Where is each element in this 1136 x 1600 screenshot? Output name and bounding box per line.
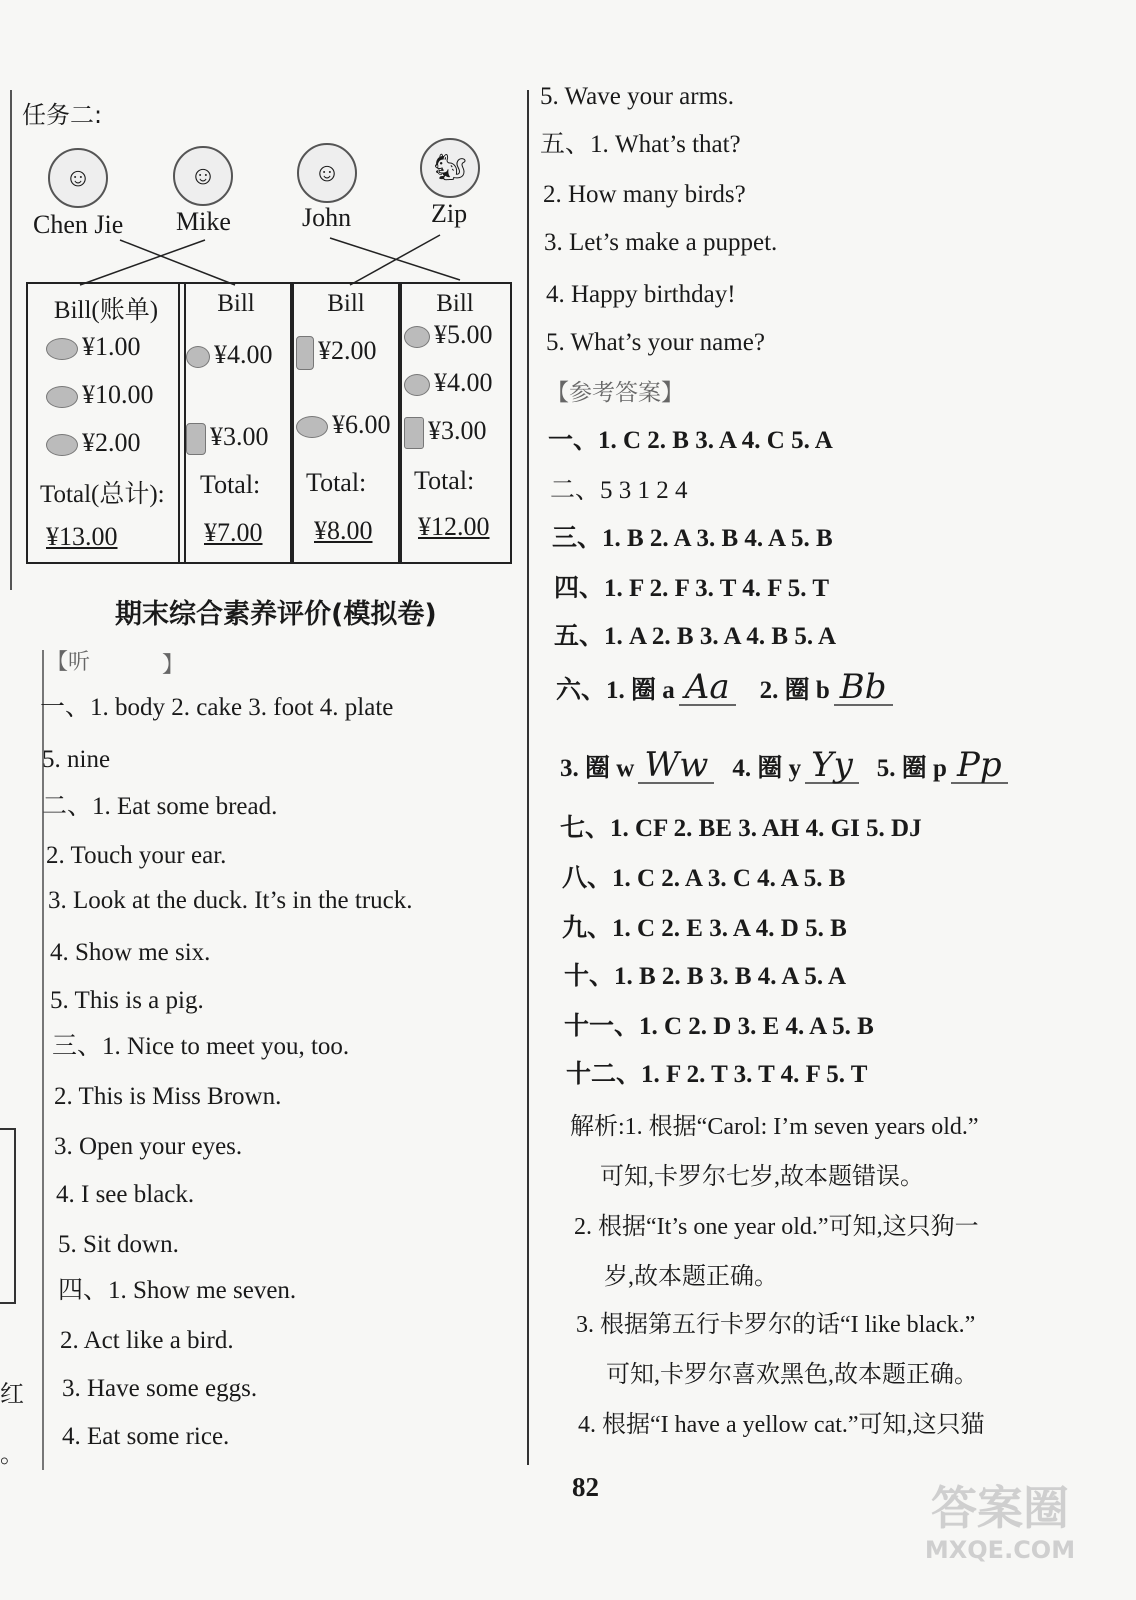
analysis-6: 可知,卡罗尔喜欢黑色,故本题正确。 [606, 1362, 978, 1388]
milk-icon [404, 417, 424, 449]
answer-six-label-4: 4. 圈 y [732, 755, 802, 782]
left-line-4: 2. Touch your ear. [46, 842, 227, 869]
handwriting-pp: Pp [951, 748, 1008, 784]
analysis-3: 2. 根据“It’s one year old.”可知,这只狗一 [574, 1214, 979, 1240]
answer-six-label-3: 3. 圈 w [560, 755, 635, 782]
bill-4-total-label: Total: [414, 466, 475, 495]
bill-3-item-1 [296, 336, 377, 370]
left-line-14: 2. Act like a bird. [60, 1327, 234, 1354]
bill-4-item-3 [404, 416, 487, 449]
bottle-icon [296, 336, 314, 370]
bill-2-total-label: Total: [200, 470, 261, 499]
left-line-2: 5. nine [42, 746, 111, 773]
answer-11: 十一、1. C 2. D 3. E 4. A 5. B [564, 1013, 874, 1040]
zip-avatar: 🐿 [420, 138, 480, 198]
bill-1-price-1: ¥1.00 [82, 332, 141, 361]
left-line-6: 4. Show me six. [50, 939, 211, 966]
bill-4-total: ¥12.00 [418, 512, 490, 541]
answer-5: 五、1. A 2. B 3. A 4. B 5. A [554, 623, 836, 650]
answer-8: 八、1. C 2. A 3. C 4. A 5. B [562, 865, 846, 892]
bill-1-item-1 [46, 332, 141, 362]
bill-1 [26, 282, 186, 564]
right-line-3: 2. How many birds? [543, 181, 746, 208]
right-line-4: 3. Let’s make a puppet. [544, 229, 778, 256]
answer-9: 九、1. C 2. E 3. A 4. D 5. B [562, 915, 847, 942]
bill-4-price-1: ¥5.00 [434, 320, 493, 349]
bill-1-price-3: ¥2.00 [82, 428, 141, 457]
right-line-2: 五、1. What’s that? [540, 131, 741, 158]
answer-six-row2 [560, 745, 1008, 785]
left-line-11: 4. I see black. [56, 1181, 195, 1208]
analysis-2: 可知,卡罗尔七岁,故本题错误。 [600, 1164, 924, 1190]
chen-jie-avatar: ☺ [48, 148, 108, 208]
bill-4 [398, 282, 512, 564]
left-line-7: 5. This is a pig. [50, 987, 204, 1014]
bill-1-title: Bill(账单) [53, 297, 159, 324]
watermark-line2: MXQE.COM [924, 1536, 1076, 1564]
rice-icon [404, 374, 430, 396]
answer-six-label-1: 六、1. 圈 a [556, 677, 675, 704]
answer-six-row1 [556, 667, 893, 707]
bill-4-price-3: ¥3.00 [428, 416, 487, 445]
bill-3-price-2: ¥6.00 [332, 410, 391, 439]
right-line-6: 5. What’s your name? [546, 329, 765, 356]
analysis-5: 3. 根据第五行卡罗尔的话“I like black.” [576, 1312, 976, 1338]
handwriting-ww: Ww [638, 748, 714, 784]
answer-7: 七、1. CF 2. BE 3. AH 4. GI 5. DJ [560, 815, 922, 842]
analysis-7: 4. 根据“I have a yellow cat.”可知,这只猫 [578, 1412, 985, 1438]
exam-title: 期末综合素养评价(模拟卷) [115, 599, 437, 630]
bill-4-item-2 [404, 368, 493, 398]
bill-3 [290, 282, 402, 564]
left-line-5: 3. Look at the duck. It’s in the truck. [48, 887, 413, 914]
answer-1: 一、1. C 2. B 3. A 4. C 5. A [548, 427, 833, 454]
name-mike: Mike [176, 207, 231, 236]
watermark-logo [900, 1480, 1100, 1590]
bill-3-total: ¥8.00 [314, 516, 373, 545]
bill-1-item-2 [46, 380, 154, 410]
bill-2-price-2: ¥3.00 [210, 422, 269, 451]
right-line-1: 5. Wave your arms. [540, 83, 735, 110]
bill-2-price-1: ¥4.00 [214, 340, 273, 369]
answer-10: 十、1. B 2. B 3. B 4. A 5. A [564, 963, 846, 990]
handwriting-bb: Bb [834, 670, 893, 706]
left-line-9: 2. This is Miss Brown. [54, 1083, 282, 1110]
bill-4-price-2: ¥4.00 [434, 368, 493, 397]
bill-1-total: ¥13.00 [46, 522, 118, 551]
handwriting-yy: Yy [805, 748, 859, 784]
bill-2-item-1 [186, 340, 273, 370]
task2-title: 任务二: [22, 101, 103, 129]
bill-1-item-3 [46, 428, 141, 458]
bill-2-item-2 [186, 422, 269, 455]
answer-header: 【参考答案】 [546, 380, 684, 406]
bill-1-price-2: ¥10.00 [82, 380, 154, 409]
plate-icon [46, 386, 78, 408]
left-line-13: 四、1. Show me seven. [58, 1277, 297, 1304]
analysis-1: 解析:1. 根据“Carol: I’m seven years old.” [570, 1114, 979, 1140]
bill-3-price-1: ¥2.00 [318, 336, 377, 365]
left-line-16: 4. Eat some rice. [62, 1423, 230, 1450]
handwriting-aa: Aa [679, 670, 736, 706]
listening-tag-close: 】 [162, 652, 185, 677]
bill-3-item-2 [296, 410, 391, 440]
left-line-10: 3. Open your eyes. [54, 1133, 243, 1160]
answer-2: 二、5 3 1 2 4 [550, 477, 688, 504]
analysis-4: 岁,故本题正确。 [604, 1264, 778, 1290]
answer-12: 十二、1. F 2. T 3. T 4. F 5. T [566, 1061, 868, 1088]
edge-char-1: 红 [0, 1382, 24, 1408]
noodle-icon [404, 326, 430, 348]
mike-avatar: ☺ [173, 146, 233, 206]
bill-2-title: Bill [217, 290, 255, 317]
answer-six-label-2: 2. 圈 b [759, 677, 830, 704]
bill-4-title: Bill [436, 290, 474, 317]
answer-3: 三、1. B 2. A 3. B 4. A 5. B [552, 525, 833, 552]
bill-1-total-label: Total(总计): [40, 481, 165, 508]
name-john: John [302, 203, 352, 232]
answer-4: 四、1. F 2. F 3. T 4. F 5. T [554, 575, 830, 602]
john-avatar: ☺ [297, 143, 357, 203]
bill-2 [178, 282, 294, 564]
name-chen-jie: Chen Jie [33, 210, 124, 239]
bowl-icon [46, 338, 78, 360]
left-line-3: 二、1. Eat some bread. [42, 793, 278, 820]
bill-4-item-1 [404, 320, 493, 350]
left-line-8: 三、1. Nice to meet you, too. [52, 1033, 350, 1060]
left-line-12: 5. Sit down. [58, 1231, 179, 1258]
left-line-15: 3. Have some eggs. [62, 1375, 258, 1402]
left-edge-box [0, 1128, 16, 1304]
answer-six-label-5: 5. 圈 p [876, 755, 947, 782]
bill-3-title: Bill [327, 290, 365, 317]
left-line-1: 一、1. body 2. cake 3. foot 4. plate [40, 694, 394, 721]
bill-2-total: ¥7.00 [204, 518, 263, 547]
juice-icon [186, 423, 206, 455]
right-line-5: 4. Happy birthday! [546, 281, 736, 308]
bill-3-total-label: Total: [306, 468, 367, 497]
watermark-line1: 答案圈 [931, 1481, 1069, 1535]
egg-icon [46, 434, 78, 456]
edge-char-2: 。 [0, 1442, 24, 1468]
name-zip: Zip [431, 199, 468, 228]
page-number: 82 [572, 1472, 599, 1502]
cake-icon [186, 346, 210, 368]
listening-tag: 【听 [46, 650, 91, 675]
bread-icon [296, 416, 328, 438]
